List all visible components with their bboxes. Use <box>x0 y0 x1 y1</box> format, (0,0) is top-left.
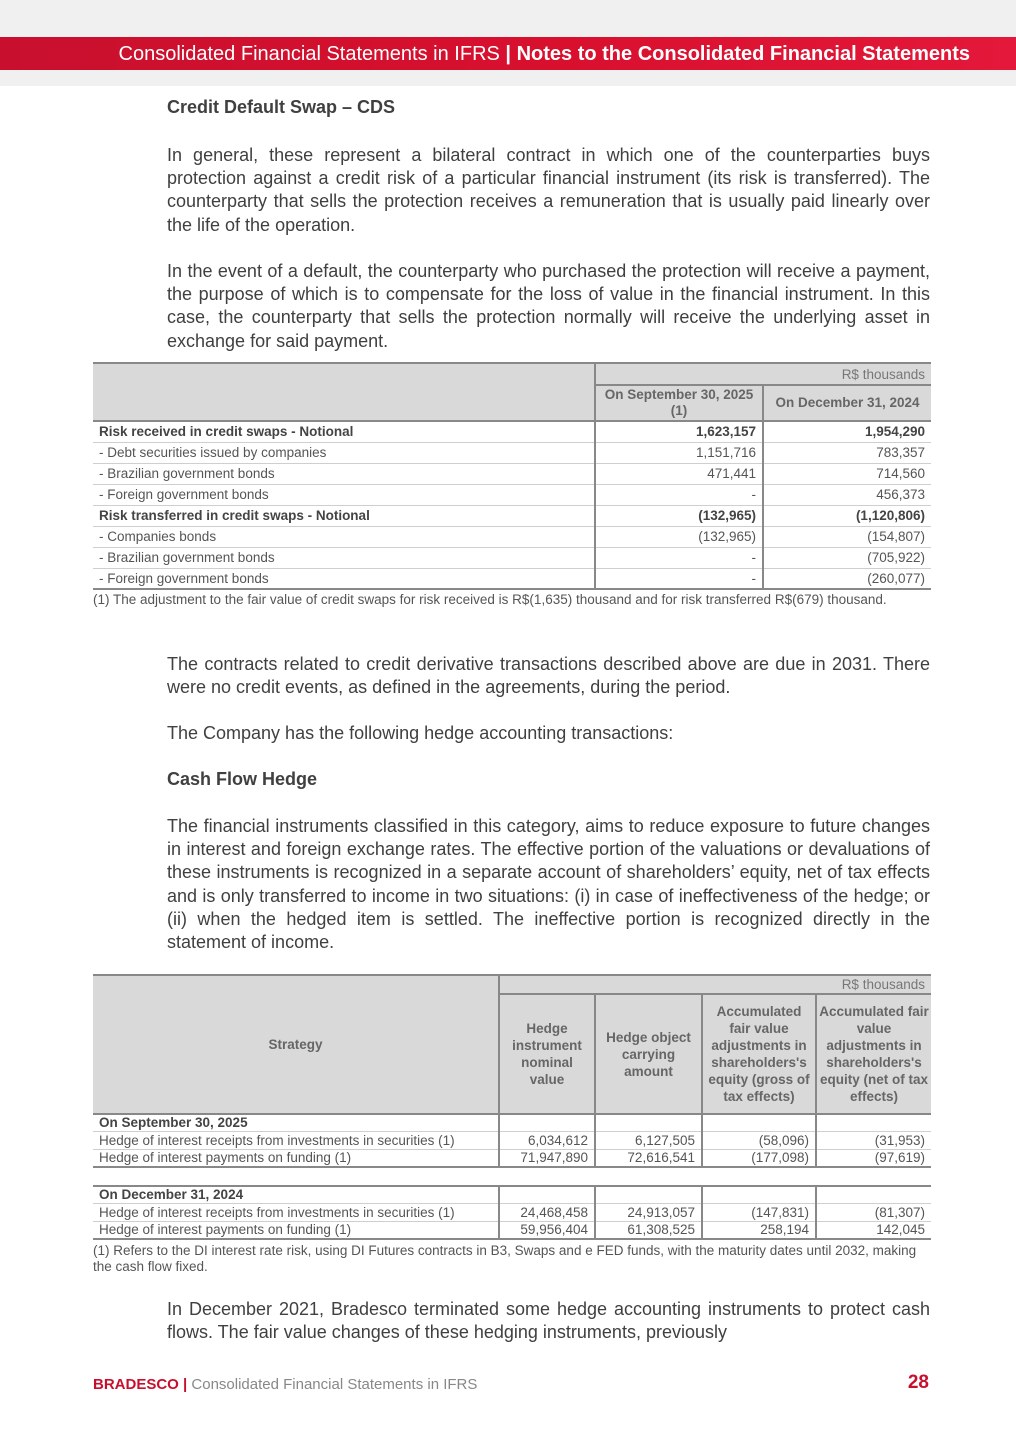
row-label: - Foreign government bonds <box>93 568 595 589</box>
cell-value: (177,098) <box>702 1149 816 1167</box>
group-label: On December 31, 2024 <box>93 1186 499 1203</box>
hedge-table-body <box>93 1114 931 1239</box>
cds-paragraph-2: In the event of a default, the counterparty who purchased the protection will receive a payment, the purpose of which is to compensate for the loss of value in the financial instrument. In this case, the counterparty that sells the protection normally will receive the underlying asset in exchange for said payment. <box>167 261 930 351</box>
row-label: - Brazilian government bonds <box>93 463 595 484</box>
footer-brand: BRADESCO <box>93 1376 179 1393</box>
cell-value: (260,077) <box>763 568 931 589</box>
paragraph-cash-flow-hedge: The financial instruments classified in this category, aims to reduce exposure to future changes in interest and foreign exchange rates. The effective portion of the valuations or devaluations of these instruments is recognized in a separate account of shareholders’ equity, net of tax effects and is only transferred to income in two situations: (i) in case of ineffectiveness of the hedge; or (ii) when the hedged item is settled. The ineffective portion is recognized directly in the statement of income. <box>167 816 930 953</box>
column-header: Hedge instrument nominal value <box>499 994 595 1114</box>
cds-paragraph-1: In general, these represent a bilateral contract in which one of the counterparties buys protection against a credit risk of a particular financial instrument (its risk is transferred). The counterparty that sells the protection receives a remuneration that is usually paid linearly over the life of the operation. <box>167 145 930 235</box>
table-row <box>93 442 931 463</box>
cell-value: 456,373 <box>763 484 931 505</box>
cell-value: 61,308,525 <box>595 1221 702 1239</box>
cell-value: 258,194 <box>702 1221 816 1239</box>
table-row <box>93 526 931 547</box>
table-row <box>93 1131 931 1149</box>
spacer-cell <box>93 1167 931 1186</box>
cash-flow-hedge-heading: Cash Flow Hedge <box>167 769 318 789</box>
column-header: Accumulated fair value adjustments in shareholders's equity (gross of tax effects) <box>702 994 816 1114</box>
table-corner <box>93 363 595 421</box>
table-row <box>93 484 931 505</box>
column-header-strategy: Strategy <box>93 975 499 1114</box>
hedge-table <box>93 974 931 1240</box>
cell-value: 1,954,290 <box>763 421 931 442</box>
row-label: - Foreign government bonds <box>93 484 595 505</box>
table-row <box>93 505 931 526</box>
cell-value: 1,151,716 <box>595 442 763 463</box>
header-separator: | <box>505 43 512 65</box>
cell-value: (705,922) <box>763 547 931 568</box>
cell-value: (154,807) <box>763 526 931 547</box>
cell-value: (31,953) <box>816 1131 931 1149</box>
header-title-bold: Notes to the Consolidated Financial Statements <box>516 43 970 65</box>
row-label: Risk received in credit swaps - Notional <box>93 421 595 442</box>
header-bar <box>0 37 1016 70</box>
cell-value: - <box>595 568 763 589</box>
cell-value: 72,616,541 <box>595 1149 702 1167</box>
empty-cell <box>702 1114 816 1131</box>
cell-value: 142,045 <box>816 1221 931 1239</box>
empty-cell <box>816 1114 931 1131</box>
row-label: - Debt securities issued by companies <box>93 442 595 463</box>
footer-text: Consolidated Financial Statements in IFRS <box>191 1376 478 1393</box>
paragraph-hedge-intro: The Company has the following hedge accounting transactions: <box>167 723 674 743</box>
cell-value: (1,120,806) <box>763 505 931 526</box>
cell-value: 71,947,890 <box>499 1149 595 1167</box>
cell-value: 714,560 <box>763 463 931 484</box>
row-label: Hedge of interest receipts from investments in securities (1) <box>93 1131 499 1149</box>
cds-heading: Credit Default Swap – CDS <box>167 97 396 117</box>
empty-cell <box>816 1186 931 1203</box>
footer <box>93 1376 477 1393</box>
cds-table-footnote: (1) The adjustment to the fair value of credit swaps for risk received is R$(1,635) thousand and for risk transferred R$(679) thousand. <box>93 592 887 607</box>
column-header: Hedge object carrying amount <box>595 994 702 1114</box>
unit-label: R$ thousands <box>499 975 931 994</box>
empty-cell <box>499 1114 595 1131</box>
column-header: Accumulated fair value adjustments in shareholders's equity (net of tax effects) <box>816 994 931 1114</box>
empty-cell <box>595 1114 702 1131</box>
empty-cell <box>499 1186 595 1203</box>
table-row <box>93 1221 931 1239</box>
row-label: - Brazilian government bonds <box>93 547 595 568</box>
cds-table <box>93 362 931 590</box>
cell-value: 59,956,404 <box>499 1221 595 1239</box>
header-title-regular: Consolidated Financial Statements in IFRS <box>118 43 500 65</box>
cell-value: (97,619) <box>816 1149 931 1167</box>
hedge-table-footnote: (1) Refers to the DI interest rate risk, using DI Futures contracts in B3, Swaps and e FED funds, with the maturity dates until 2032, making the cash flow fixed. <box>93 1243 917 1274</box>
unit-label: R$ thousands <box>595 363 931 385</box>
row-label: Risk transferred in credit swaps - Notional <box>93 505 595 526</box>
row-label: Hedge of interest receipts from investments in securities (1) <box>93 1203 499 1221</box>
table-row <box>93 568 931 589</box>
empty-cell <box>595 1186 702 1203</box>
cell-value: 1,623,157 <box>595 421 763 442</box>
cell-value: (58,096) <box>702 1131 816 1149</box>
header-title <box>119 43 970 66</box>
group-label: On September 30, 2025 <box>93 1114 499 1131</box>
cds-table-body <box>93 421 931 589</box>
group-row <box>93 1114 931 1131</box>
cell-value: (132,965) <box>595 505 763 526</box>
cell-value: 783,357 <box>763 442 931 463</box>
cell-value: 24,468,458 <box>499 1203 595 1221</box>
cell-value: (81,307) <box>816 1203 931 1221</box>
page-number: 28 <box>907 1372 929 1393</box>
column-header: On December 31, 2024 <box>763 385 931 421</box>
cell-value: 471,441 <box>595 463 763 484</box>
column-header: On September 30, 2025 (1) <box>595 385 763 421</box>
cell-value: 6,034,612 <box>499 1131 595 1149</box>
cell-value: (147,831) <box>702 1203 816 1221</box>
cell-value: - <box>595 547 763 568</box>
spacer-row <box>93 1167 931 1186</box>
cell-value: (132,965) <box>595 526 763 547</box>
footer-separator: | <box>183 1376 188 1393</box>
row-label: Hedge of interest payments on funding (1) <box>93 1221 499 1239</box>
cell-value: 24,913,057 <box>595 1203 702 1221</box>
group-row <box>93 1186 931 1203</box>
table-row <box>93 463 931 484</box>
cell-value: - <box>595 484 763 505</box>
table-row <box>93 1149 931 1167</box>
paragraph-credit-derivatives: The contracts related to credit derivative transactions described above are due in 2031. There were no credit events, as defined in the agreements, during the period. <box>167 654 930 698</box>
empty-cell <box>702 1186 816 1203</box>
row-label: - Companies bonds <box>93 526 595 547</box>
table-row <box>93 1203 931 1221</box>
paragraph-termination: In December 2021, Bradesco terminated some hedge accounting instruments to protect cash flows. The fair value changes of these hedging instruments, previously <box>167 1299 930 1343</box>
table-row <box>93 421 931 442</box>
row-label: Hedge of interest payments on funding (1) <box>93 1149 499 1167</box>
cell-value: 6,127,505 <box>595 1131 702 1149</box>
table-row <box>93 547 931 568</box>
